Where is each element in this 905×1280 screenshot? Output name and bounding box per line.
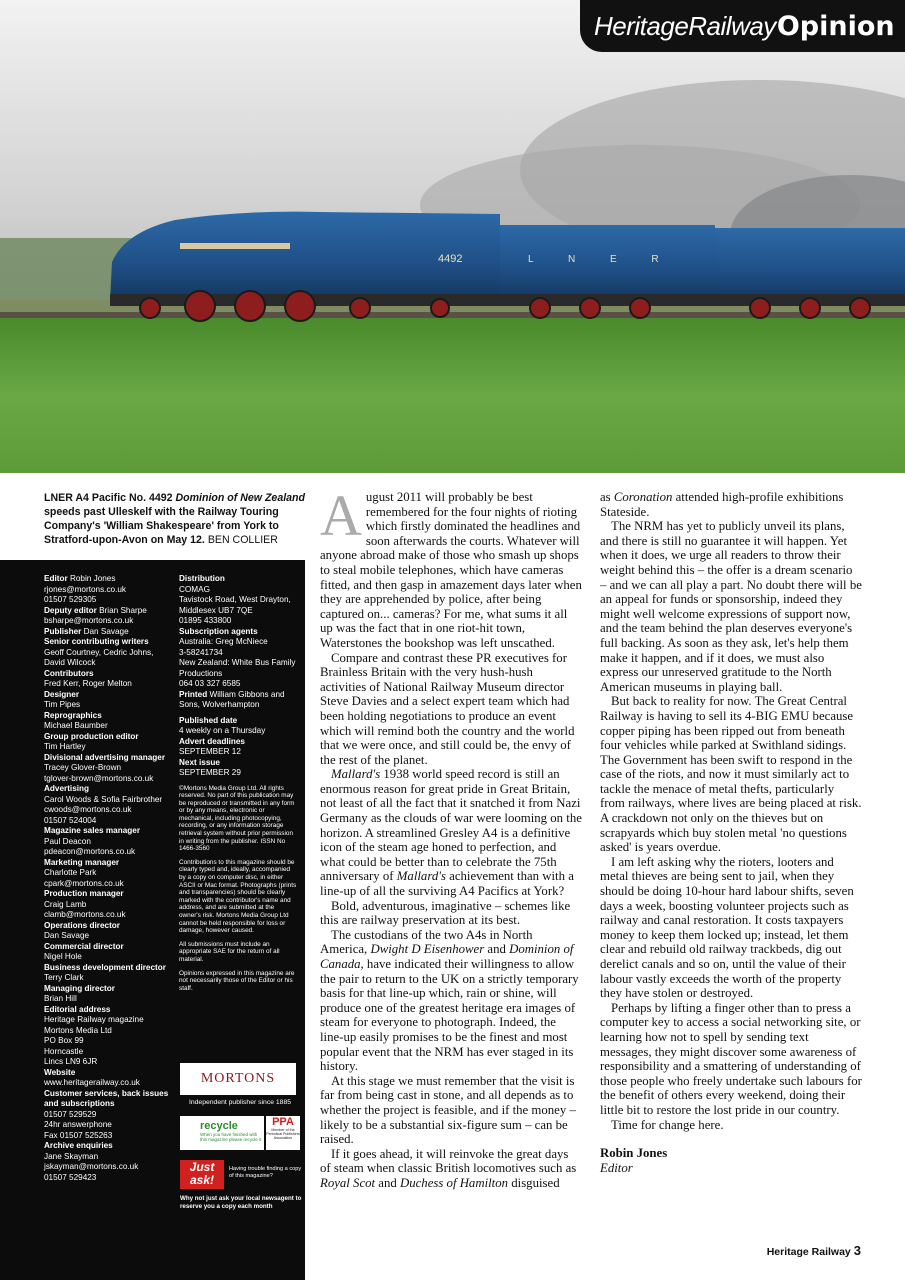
staff-value: Tracey Glover-Brown: [44, 763, 122, 772]
staff-value: SEPTEMBER 29: [179, 768, 241, 777]
article-paragraph: [320, 767, 582, 898]
lead-photo: [0, 0, 905, 473]
staff-entry: [44, 826, 172, 837]
ppa-label: PPA: [272, 1116, 294, 1128]
paragraph-text: and: [484, 942, 510, 957]
staff-role: Deputy editor: [44, 605, 97, 615]
mortons-logo: MORTONS: [180, 1063, 296, 1095]
photo-credit: BEN COLLIER: [207, 534, 278, 546]
staff-role: Published date: [179, 715, 238, 725]
staff-entry: [179, 648, 297, 659]
staff-entry: [44, 1015, 172, 1026]
staff-value: Fax 01507 525263: [44, 1130, 113, 1140]
staff-role: Operations director: [44, 920, 120, 930]
staff-entry: [44, 1068, 172, 1079]
staff-value: 4 weekly on a Thursday: [179, 726, 266, 735]
staff-entry: [44, 658, 172, 669]
staff-entry: [44, 963, 172, 974]
recycle-label: recycle: [200, 1120, 238, 1132]
staff-value: 01507 529305: [44, 595, 97, 604]
staff-role: Next issue: [179, 757, 220, 767]
italic-text: Royal Scot: [320, 1175, 376, 1190]
staff-value: Terry Clark: [44, 973, 84, 982]
caption-text-2: speeds past Ulleskelf with the Railway Touring Company's 'William Shakespeare' from York to Stratford-upon-Avon on May 12.: [44, 506, 279, 546]
staff-entry: [44, 679, 172, 690]
staff-value: PO Box 99: [44, 1036, 84, 1045]
article-paragraph: Perhaps by lifting a finger other than to press a computer key to access a social networking site, or learning how not to spell by sending text messages, they might discover some awareness of responsibility and a smattering of understanding of those people who freely undertake such labours for the benefit of others every weekend, doing their little bit to restore the lost pride in our country.: [600, 1000, 862, 1117]
staff-value: Heritage Railway magazine: [44, 1015, 144, 1024]
paragraph-text: and: [375, 1175, 400, 1190]
staff-value: Tavistock Road, West Drayton,: [179, 595, 291, 604]
staff-entry: [179, 627, 297, 638]
staff-value: Brian Hill: [44, 994, 77, 1003]
staff-entry: [44, 585, 172, 596]
recycle-logo: [180, 1116, 264, 1150]
staff-entry: [44, 732, 172, 743]
just-ask-logo: Just ask!: [180, 1160, 224, 1189]
article-paragraph: Compare and contrast these PR executives for Brainless Britain with the very hush-hush activities of National Railway Museum director Steve Davies and a select expert team which had been holding negotiations to produce an event which will remind both the country and the world that we were once, and still could be, the envy of the rest of the planet.: [320, 650, 575, 767]
article-paragraph: Bold, adventurous, imaginative – schemes like this are railway preservation at its best.: [320, 898, 571, 928]
staff-value: rjones@mortons.co.uk: [44, 584, 127, 594]
staff-value: 01507 529423: [44, 1172, 97, 1182]
staff-entry: [44, 1173, 172, 1184]
italic-text: Duchess of Hamilton: [399, 1175, 509, 1190]
staff-role: Managing director: [44, 983, 115, 993]
staff-entry: [44, 627, 172, 638]
staff-entry: [179, 716, 297, 727]
staff-role: Publisher: [44, 626, 82, 636]
staff-entry: [44, 858, 172, 869]
staff-entry: [44, 805, 172, 816]
article-paragraph: At this stage we must remember that the visit is far from being cast in stone, and all depends as to whether the project is feasible, and if the money – likely to be a substantial six-figure sum – can be raised.: [320, 1073, 576, 1147]
staff-entry: [44, 942, 172, 953]
footer-magazine-name: Heritage Railway: [766, 1246, 851, 1258]
staff-value: bsharpe@mortons.co.uk: [44, 616, 134, 625]
staff-value: www.heritagerailway.co.uk: [44, 1078, 140, 1087]
staff-entry: [44, 595, 172, 606]
staff-value: Paul Deacon: [44, 836, 91, 846]
article-column-2: [600, 490, 862, 1175]
staff-value: 01507 524004: [44, 815, 97, 825]
staff-entry: [44, 616, 172, 627]
staff-entry: [179, 758, 297, 769]
just-ask-note: Having trouble finding a copy of this magazine?: [229, 1166, 302, 1179]
article-paragraph: [320, 483, 582, 651]
staff-entry: [44, 795, 172, 806]
ppa-small: Member of the Periodical Publishers Association: [266, 1128, 300, 1140]
italic-text: Dwight D Eisenhower: [370, 942, 485, 957]
staff-role: Editor: [44, 574, 68, 583]
article-paragraph: [320, 1147, 582, 1191]
article-paragraph: But back to reality for now. The Great Central Railway is having to sell its 4-BIG EMU because copper piping has been ripped out from beneath four vehicles while parked at Swithland sidings. The Government has been swift to respond in the case of the riots, and now it must similarly act to tackle the menace of metal thefts, particularly from railways, where lives are being placed at risk. A crackdown not only on the thieves but on scrapyards which buy stolen metal 'no questions asked' is years overdue.: [600, 694, 862, 855]
staff-entry: [44, 952, 172, 963]
staff-role: Distribution: [179, 574, 225, 583]
staff-entry: [44, 711, 172, 722]
submissions-notice: All submissions must include an appropriate SAE for the return of all material.: [179, 940, 280, 963]
staff-value: William Gibbons and Sons, Wolverhampton: [179, 689, 285, 709]
staff-entry: [44, 774, 172, 785]
staff-role: Divisional advertising manager: [44, 752, 166, 762]
paragraph-text: If it goes ahead, it will reinvoke the great days of steam when classic British locomotives such as: [320, 1146, 577, 1176]
staff-role: Archive enquiries: [44, 1141, 113, 1150]
staff-value: COMAG: [179, 584, 210, 594]
staff-entry: [44, 1026, 172, 1037]
staff-role: Website: [44, 1067, 76, 1077]
staff-entry: [44, 690, 172, 701]
staff-role: Designer: [44, 689, 80, 699]
staff-entry: [179, 690, 297, 711]
staff-entry: [44, 1162, 172, 1173]
paragraph-text: achievement than with a line-up of all the surviving A4 Pacifics at York?: [320, 869, 574, 899]
staff-value: SEPTEMBER 12: [179, 747, 241, 756]
ppa-logo: [266, 1116, 300, 1150]
staff-entry: [44, 847, 172, 858]
copyright-notice: ©Mortons Media Group Ltd. All rights reserved. No part of this publication may be reproduced or transmitted in any form or by any means, electronic or mechanical, including photocopying, recording, or any information storage retrieval system without prior permission in writing from the publisher. ISSN No 1466-3560: [179, 784, 295, 853]
staff-value: Tim Hartley: [44, 742, 86, 751]
article-paragraph: The NRM has yet to publicly unveil its plans, and there is still no guarantee it will happen. Yet when it does, we urge all readers to throw their weight behind this – the offer is a dream scenario – and we can all play a part. No doubt there will be an appeal for funds or sponsorship, indeed they might well welcome expressions of support now, and the team behind the plan deserves everyone's full backing. As soon as they ask, let's help them make it happen, and if it does, we must also express our unreserved gratitude to the North American museums in playing ball.: [600, 519, 862, 694]
signature: [600, 1146, 862, 1175]
staff-entry: [44, 868, 172, 879]
staff-entry: [44, 900, 172, 911]
staff-entry: [44, 1141, 172, 1152]
staff-value: David Wilcock: [44, 658, 96, 667]
italic-text: Mallard's: [331, 767, 381, 782]
paragraph-text: ugust 2011 will probably be best remembered for the four nights of rioting which firstly dominated the headlines and soon afterwards the courts. Whatever will anyone abroad make of those who smash up shops to steal mobile telephones, which have cameras fitted, and then gasp in amazement days later when they are apprehended by police, after being captured on... cameras? For me, what sums it all up was the fact that in one riot-hit town, Waterstones the bookshop was left unscathed.: [320, 490, 582, 650]
staff-entry: [44, 984, 172, 995]
staff-entry: [44, 879, 172, 890]
paragraph-text: The custodians of the two A4s in North America,: [320, 927, 533, 957]
staff-entry: [44, 1152, 172, 1163]
staff-entry: [44, 700, 172, 711]
staff-entry: [179, 768, 297, 779]
caption-loco-name: Dominion of New Zealand: [175, 492, 305, 504]
staff-entry: [44, 1005, 172, 1016]
contributions-notice: Contributions to this magazine should be clearly typed and, ideally, accompanied by a copy on computer disc, in either ASCII or Mac format. Photographs (prints and transparencies) should be clearly marked with the contributor's name and address, and are submitted at the owner's risk. Mortons Media Group Ltd cannot be held responsible for loss or damage, however caused.: [179, 858, 297, 935]
staff-entry: [44, 1036, 172, 1047]
newsagent-note: Why not just ask your local newsagent to reserve you a copy each month: [180, 1195, 302, 1210]
staff-entry: [44, 816, 172, 827]
article-paragraph: I am left asking why the rioters, looters and metal thieves are being sent to jail, when they should be doing 10-hour hard labour shifts, seven days a week, boosting volunteer projects such as railway and canal restoration. It costs taxpayers money to keep them locked up; instead, let them clear and rebuild old railway trackbeds, dig out derelict canals and so on, until the value of their labour vastly exceeds the worth of the property they have stolen or destroyed.: [600, 854, 854, 1001]
staff-entry: [44, 753, 172, 764]
staff-entry: [44, 1047, 172, 1058]
page-footer: [767, 1243, 861, 1258]
section-name: Opinion: [776, 10, 895, 42]
staff-entry: [44, 669, 172, 680]
staff-entry: [179, 726, 297, 737]
staff-entry: [179, 637, 297, 648]
recycle-small: When you have finished with this magazine please recycle it: [200, 1132, 262, 1142]
staff-entry: [44, 721, 172, 732]
staff-entry: [44, 606, 172, 617]
staff-role: Advert deadlines: [179, 736, 245, 746]
paragraph-text: 1938 world speed record is still an enormous reason for great pride in Great Britain, not least of all the fact that it snatched it from Nazi Germany as the clouds of war were looming on the horizon. A streamlined Gresley A4 is a definitive icon of the steam age honed to perfection, and what could be better than to celebrate the 75th anniversary of: [320, 767, 582, 884]
italic-text: Dominion of Canada: [320, 942, 574, 971]
staff-entry: [179, 747, 297, 758]
brand-name: HeritageRailway: [594, 10, 776, 41]
caption-text: LNER A4 Pacific No. 4492: [44, 492, 176, 504]
staff-value: tglover-brown@mortons.co.uk: [44, 773, 154, 783]
staff-value: Horncastle: [44, 1046, 84, 1056]
section-header: [580, 0, 905, 52]
staff-entry: [44, 931, 172, 942]
page-number: 3: [853, 1243, 861, 1258]
staff-entry: [44, 648, 172, 659]
staff-value: 01895 433800: [179, 616, 232, 625]
article-paragraph: Time for change here.: [611, 1117, 724, 1132]
staff-value: Carol Woods & Sofia Fairbrother: [44, 794, 163, 804]
staff-value: Middlesex UB7 7QE: [179, 605, 253, 615]
staff-entry: [179, 574, 297, 585]
staff-value: Geoff Courtney, Cedric Johns,: [44, 647, 154, 657]
staff-entry: [179, 585, 297, 596]
staff-value: jskayman@mortons.co.uk: [44, 1162, 139, 1171]
staff-value: Charlotte Park: [44, 868, 97, 877]
staff-value: Dan Savage: [44, 931, 90, 940]
signature-title: Editor: [600, 1160, 633, 1175]
staff-value: Jane Skayman: [44, 1151, 99, 1161]
loco-lettering: L N E R: [528, 254, 675, 265]
paragraph-text: , have indicated their willingness to allow the pair to return to the UK on a strictly temporary basis for that line-up which, rain or shine, will produce one of the greatest heritage era images of steam for everyone to photograph. Indeed, the line-up easily promises to be the finest and most popular event that the NRM has ever staged in its history.: [320, 957, 579, 1074]
staff-role: Magazine sales manager: [44, 826, 141, 835]
staff-entry: [44, 1110, 172, 1121]
drop-cap: A: [320, 483, 362, 548]
staff-role: Reprographics: [44, 710, 102, 720]
staff-role: Commercial director: [44, 941, 124, 951]
staff-value: 3-58241734: [179, 647, 223, 657]
staff-entry: [44, 637, 172, 648]
staff-entry: [44, 1089, 172, 1110]
mortons-tagline: Independent publisher since 1885: [188, 1099, 292, 1106]
paragraph-text: as: [600, 490, 614, 504]
staff-value: Australia: Greg McNiece: [179, 637, 268, 646]
italic-text: Mallard's: [396, 869, 446, 884]
staff-value: clamb@mortons.co.uk: [44, 910, 126, 919]
staff-entry: [44, 921, 172, 932]
staff-entry: [44, 973, 172, 984]
staff-entry: [179, 616, 297, 627]
staff-role: Business development director: [44, 962, 166, 972]
staff-entry: [44, 889, 172, 900]
staff-entry: [44, 837, 172, 848]
staff-role: Marketing manager: [44, 857, 120, 867]
opinions-notice: Opinions expressed in this magazine are not necessarily those of the Editor or his staff.: [179, 969, 295, 992]
staff-entry: [179, 658, 297, 679]
staff-value: Robin Jones: [69, 574, 116, 583]
staff-value: Nigel Hole: [44, 952, 82, 961]
staff-column-2-list: [179, 574, 297, 779]
photo-caption: [44, 491, 306, 547]
staff-entry: [44, 784, 172, 795]
signature-name: Robin Jones: [600, 1146, 668, 1161]
staff-role: Advertising: [44, 784, 90, 793]
staff-entry: [44, 1057, 172, 1068]
staff-value: Craig Lamb: [44, 899, 87, 909]
staff-role: Editorial address: [44, 1004, 111, 1014]
staff-entry: [44, 574, 172, 585]
staff-entry: [44, 1120, 172, 1131]
staff-entry: [179, 737, 297, 748]
staff-entry: [179, 595, 297, 606]
locomotive-photo-illustration: [0, 0, 905, 473]
staff-role: Contributors: [44, 668, 94, 678]
staff-value: Mortons Media Ltd: [44, 1025, 112, 1035]
staff-role: Customer services, back issues and subscriptions: [44, 1088, 169, 1108]
staff-entry: [44, 742, 172, 753]
staff-role: Printed: [179, 689, 208, 699]
staff-value: Dan Savage: [83, 626, 129, 636]
staff-entry: [179, 679, 297, 690]
staff-value: Tim Pipes: [44, 700, 81, 709]
italic-text: Coronation: [613, 490, 673, 504]
article-paragraph: [320, 928, 582, 1074]
staff-value: Lincs LN9 6JR: [44, 1057, 98, 1066]
staff-value: 24hr answerphone: [44, 1120, 112, 1129]
staff-entry: [44, 1078, 172, 1089]
article-column-1: [320, 483, 582, 1191]
masthead-box: [0, 560, 305, 1280]
staff-value: Brian Sharpe: [99, 605, 147, 615]
staff-value: Fred Kerr, Roger Melton: [44, 679, 132, 688]
loco-number: 4492: [438, 253, 463, 265]
staff-column-2: [179, 574, 297, 992]
paragraph-text: disguised: [508, 1175, 560, 1190]
staff-role: Senior contributing writers: [44, 637, 149, 646]
staff-column-1: [44, 574, 172, 1183]
staff-entry: [44, 763, 172, 774]
staff-value: 064 03 327 6585: [179, 679, 241, 688]
staff-value: Michael Baumber: [44, 721, 108, 730]
paragraph-text: attended high-profile exhibitions Stateside.: [600, 490, 844, 519]
staff-entry: [44, 994, 172, 1005]
staff-role: Subscription agents: [179, 626, 258, 636]
staff-value: cpark@mortons.co.uk: [44, 878, 124, 888]
staff-value: cwoods@mortons.co.uk: [44, 805, 132, 814]
staff-entry: [179, 606, 297, 617]
staff-role: Group production editor: [44, 731, 139, 741]
staff-entry: [44, 1131, 172, 1142]
article-paragraph: [600, 490, 862, 519]
staff-value: pdeacon@mortons.co.uk: [44, 847, 136, 856]
staff-role: Production manager: [44, 889, 124, 898]
staff-entry: [44, 910, 172, 921]
staff-value: New Zealand: White Bus Family Productions: [179, 658, 296, 678]
staff-value: 01507 529529: [44, 1109, 97, 1119]
